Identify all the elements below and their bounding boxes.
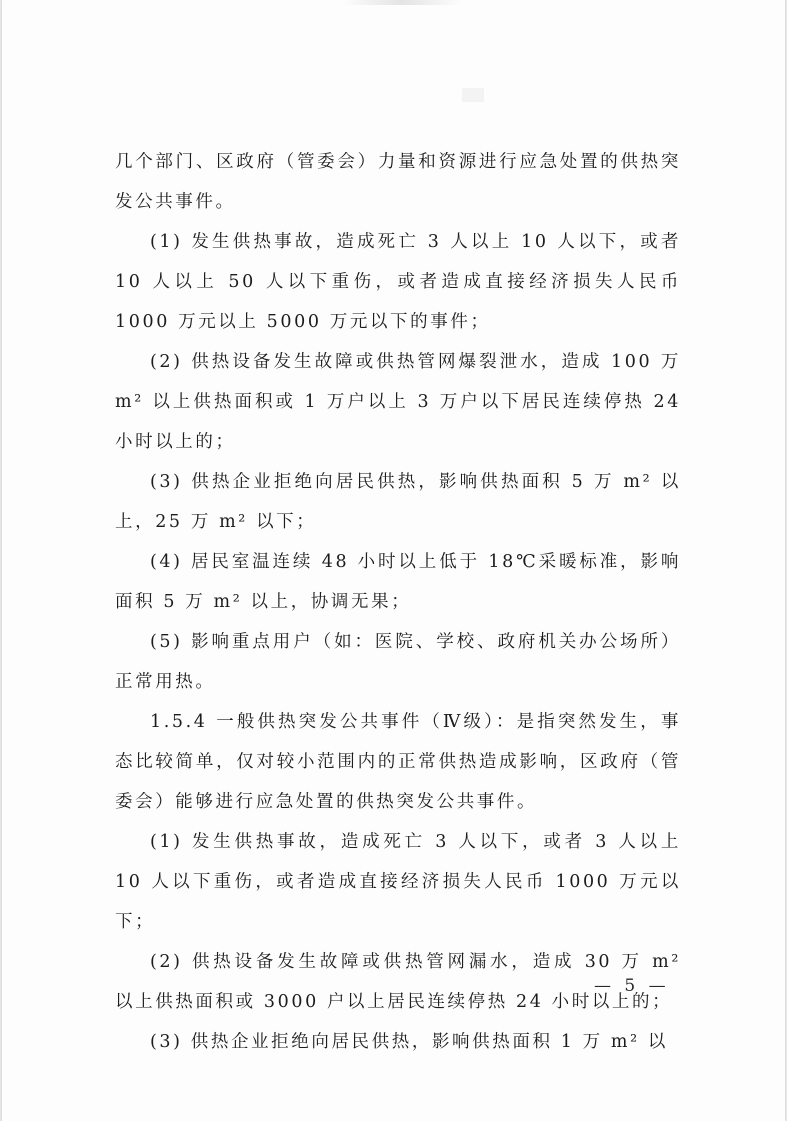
document-page: [2, 0, 785, 1121]
paragraph: (3) 供热企业拒绝向居民供热，影响供热面积 5 万 m² 以上，25 万 m² 以下；: [115, 472, 681, 532]
paragraph: (3) 供热企业拒绝向居民供热，影响供热面积 1 万 m² 以: [150, 1032, 668, 1052]
paragraph: 几个部门、区政府（管委会）力量和资源进行应急处置的供热突发公共事件。: [115, 152, 681, 212]
paragraph: (1) 发生供热事故，造成死亡 3 人以下，或者 3 人以上 10 人以下重伤，或者造成直接经济损失人民币 1000 万元以下；: [115, 832, 681, 932]
paragraph: (4) 居民室温连续 48 小时以上低于 18℃采暖标准，影响面积 5 万 m² 以上，协调无果；: [115, 552, 681, 612]
paragraph: 1.5.4 一般供热突发公共事件（Ⅳ级）：是指突然发生，事态比较简单，仅对较小范围内的正常供热造成影响，区政府（管委会）能够进行应急处置的供热突发公共事件。: [115, 712, 681, 812]
paragraph: (2) 供热设备发生故障或供热管网漏水，造成 30 万 m² 以上供热面积或 3000 户以上居民连续停热 24 小时以上的；: [115, 952, 681, 1012]
paragraph: (5) 影响重点用户（如：医院、学校、政府机关办公场所）正常用热。: [115, 632, 681, 692]
scan-artifact: [462, 88, 484, 102]
document-body: [115, 142, 681, 1062]
page-number: — 5 —: [594, 976, 670, 996]
paragraph: (1) 发生供热事故，造成死亡 3 人以上 10 人以下，或者 10 人以上 50 人以下重伤，或者造成直接经济损失人民币 1000 万元以上 5000 万元以下的事件；: [115, 232, 681, 332]
paragraph: (2) 供热设备发生故障或供热管网爆裂泄水，造成 100 万 m² 以上供热面积或 1 万户以上 3 万户以下居民连续停热 24 小时以上的；: [115, 352, 681, 452]
scan-artifact: [342, 0, 462, 5]
